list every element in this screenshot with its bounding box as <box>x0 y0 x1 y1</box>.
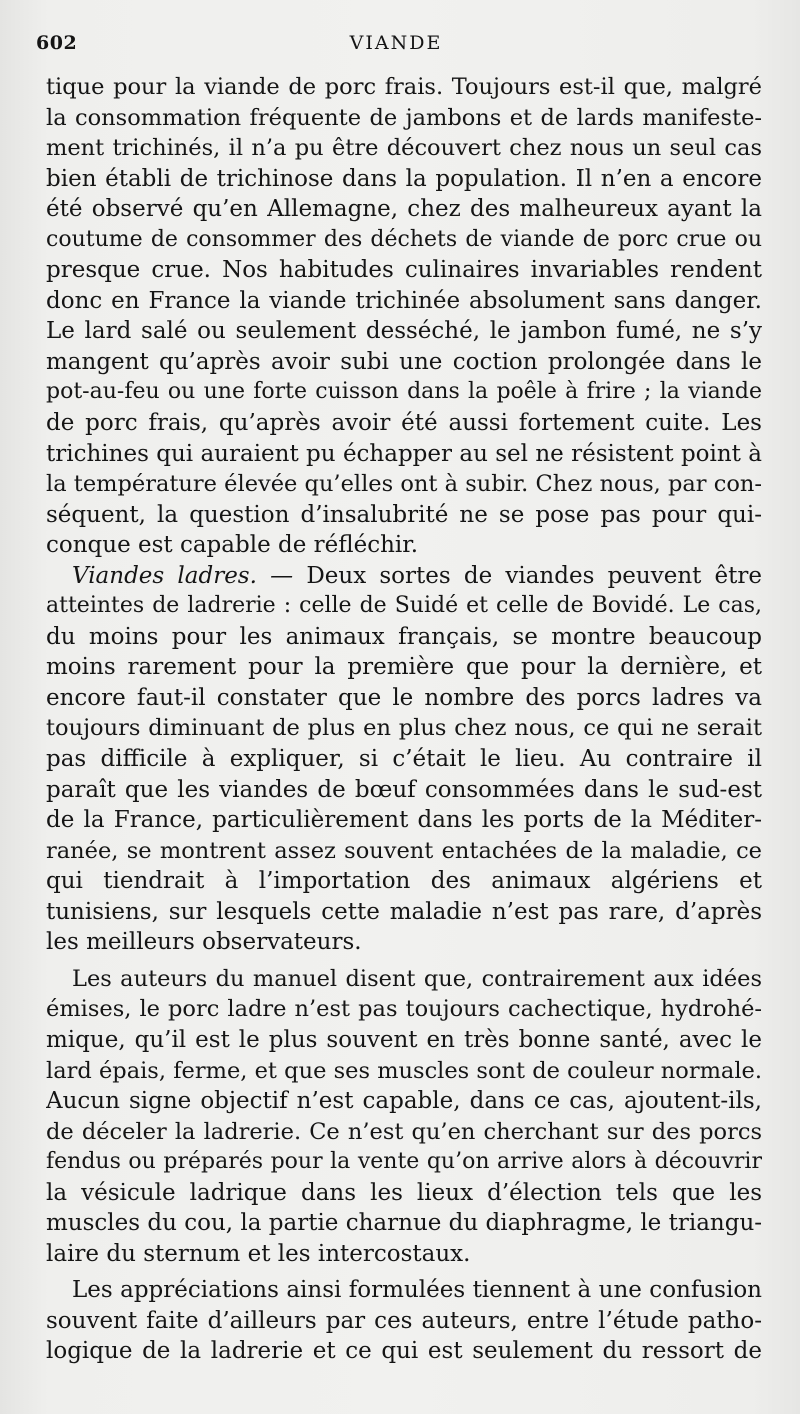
text-line: encore faut-il constater que le nombre des porcs ladres va <box>46 684 762 711</box>
text-line: pas difficile à expliquer, si c’était le lieu. Au contraire il <box>46 746 762 773</box>
text-line: logique de la ladrerie et ce qui est seulement du ressort de <box>46 1338 762 1365</box>
text-line: pot-au-feu ou une forte cuisson dans la poêle à frire ; la viande <box>46 379 762 405</box>
section-start-line <box>46 561 762 592</box>
text-line: Aucun signe objectif n’est capable, dans ce cas, ajoutent-ils, <box>46 1088 762 1115</box>
paragraph-start-line: Les auteurs du manuel disent que, contrairement aux idées <box>72 965 762 992</box>
text-line: mique, qu’il est le plus souvent en très bonne santé, avec le <box>46 1026 762 1053</box>
text-line: donc en France la viande trichinée absolument sans danger. <box>46 287 762 314</box>
text-line: coutume de consommer des déchets de viande de porc crue ou <box>46 226 762 252</box>
text-line: la consommation fréquente de jambons et de lards manifeste- <box>46 104 762 131</box>
text-line: bien établi de trichinose dans la population. Il n’en a encore <box>46 165 762 192</box>
page-number: 602 <box>36 32 78 54</box>
text-line: souvent faite d’ailleurs par ces auteurs, entre l’étude patho- <box>46 1307 762 1334</box>
text-line: de porc frais, qu’après avoir été aussi fortement cuite. Les <box>46 410 762 437</box>
section-start-text: Deux sortes de viandes peuvent être <box>306 562 762 589</box>
text-line: la température élevée qu’elles ont à subir. Chez nous, par con- <box>46 471 762 498</box>
text-line: tunisiens, sur lesquels cette maladie n’est pas rare, d’après <box>46 898 762 925</box>
text-line: toujours diminuant de plus en plus chez nous, ce qui ne serait <box>46 715 762 742</box>
text-line: tique pour la viande de porc frais. Toujours est-il que, malgré <box>46 74 762 100</box>
text-line: qui tiendrait à l’importation des animaux algériens et <box>46 868 762 895</box>
page-header <box>36 30 756 60</box>
text-line: été observé qu’en Allemagne, chez des malheureux ayant la <box>46 196 762 223</box>
text-line: de la France, particulièrement dans les ports de la Méditer- <box>46 807 762 834</box>
paragraph-end-line: les meilleurs observateurs. <box>46 929 362 956</box>
text-line: fendus ou préparés pour la vente qu’on arrive alors à découvrir <box>46 1149 762 1175</box>
text-line: la vésicule ladrique dans les lieux d’élection tels que les <box>46 1179 762 1206</box>
text-line: émises, le porc ladre n’est pas toujours cachectique, hydrohé- <box>46 996 762 1023</box>
text-line: ment trichinés, il n’a pu être découvert chez nous un seul cas <box>46 135 762 162</box>
text-line: paraît que les viandes de bœuf consommées dans le sud-est <box>46 776 762 803</box>
paragraph-start-line: Les appréciations ainsi formulées tiennent à une confusion <box>72 1277 762 1304</box>
text-line: presque crue. Nos habitudes culinaires invariables rendent <box>46 257 762 284</box>
body-text <box>46 72 762 1367</box>
text-line: lard épais, ferme, et que ses muscles sont de couleur normale. <box>46 1057 762 1084</box>
text-line: Le lard salé ou seulement desséché, le jambon fumé, ne s’y <box>46 318 762 345</box>
running-title: VIANDE <box>349 32 443 54</box>
text-line: ranée, se montrent assez souvent entachées de la maladie, ce <box>46 837 762 864</box>
text-line: muscles du cou, la partie charnue du diaphragme, le triangu- <box>46 1210 762 1237</box>
text-line: mangent qu’après avoir subi une coction prolongée dans le <box>46 348 762 375</box>
paragraph-end-line: conque est capable de réfléchir. <box>46 532 419 559</box>
section-heading: Viandes ladres. — <box>72 562 294 589</box>
text-line: moins rarement pour la première que pour la dernière, et <box>46 654 762 681</box>
paragraph-end-line: laire du sternum et les intercostaux. <box>46 1240 471 1267</box>
text-line: atteintes de ladrerie : celle de Suidé et celle de Bovidé. Le cas, <box>46 593 762 619</box>
text-line: trichines qui auraient pu échapper au sel ne résistent point à <box>46 440 762 467</box>
text-line: de déceler la ladrerie. Ce n’est qu’en cherchant sur des porcs <box>46 1118 762 1145</box>
text-line: du moins pour les animaux français, se montre beaucoup <box>46 623 762 650</box>
text-line: séquent, la question d’insalubrité ne se pose pas pour qui- <box>46 501 762 528</box>
